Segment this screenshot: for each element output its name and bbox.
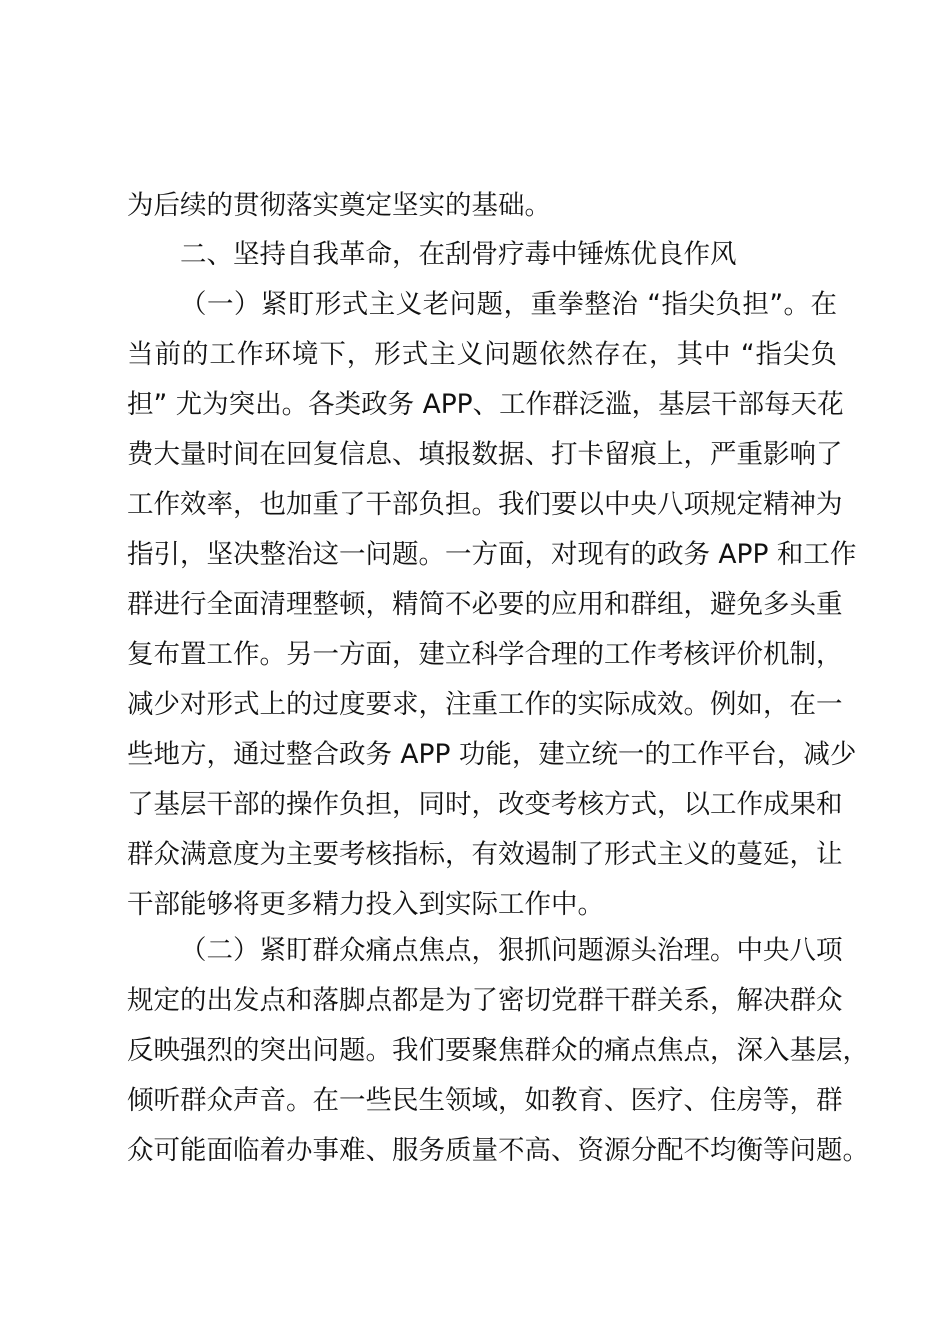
paragraph-line: 群众满意度为主要考核指标，有效遏制了形式主义的蔓延，让 xyxy=(127,839,843,870)
section-heading: 二、坚持自我革命，在刮骨疗毒中锤炼优良作风 xyxy=(180,239,737,270)
paragraph-line: 倾听群众声音。在一些民生领域，如教育、医疗、住房等，群 xyxy=(127,1085,843,1116)
paragraph-line: 指引，坚决整治这一问题。一方面，对现有的政务 APP 和工作 xyxy=(127,539,857,570)
subsection-heading-line: （一）紧盯形式主义老问题，重拳整治 “指尖负担”。在 xyxy=(180,289,837,320)
paragraph-line: 些地方，通过整合政务 APP 功能，建立统一的工作平台，减少 xyxy=(127,739,857,770)
paragraph-line: 众可能面临着办事难、服务质量不高、资源分配不均衡等问题。 xyxy=(127,1135,869,1166)
paragraph-line: 复布置工作。另一方面，建立科学合理的工作考核评价机制， xyxy=(127,639,843,670)
paragraph-line: 为后续的贯彻落实奠定坚实的基础。 xyxy=(127,190,551,221)
subsection-heading-line: （二）紧盯群众痛点焦点，狠抓问题源头治理。中央八项 xyxy=(180,935,843,966)
paragraph-line: 工作效率，也加重了干部负担。我们要以中央八项规定精神为 xyxy=(127,489,843,520)
paragraph-line: 当前的工作环境下，形式主义问题依然存在，其中 “指尖负 xyxy=(127,339,837,370)
paragraph-line: 群进行全面清理整顿，精简不必要的应用和群组，避免多头重 xyxy=(127,589,843,620)
paragraph-line: 费大量时间在回复信息、填报数据、打卡留痕上，严重影响了 xyxy=(127,439,843,470)
paragraph-line: 担” 尤为突出。各类政务 APP、工作群泛滥，基层干部每天花 xyxy=(127,389,844,420)
paragraph-line: 反映强烈的突出问题。我们要聚焦群众的痛点焦点，深入基层， xyxy=(127,1035,869,1066)
paragraph-line: 减少对形式上的过度要求，注重工作的实际成效。例如，在一 xyxy=(127,689,843,720)
paragraph-line: 规定的出发点和落脚点都是为了密切党群干群关系，解决群众 xyxy=(127,985,843,1016)
paragraph-line: 干部能够将更多精力投入到实际工作中。 xyxy=(127,889,604,920)
paragraph-line: 了基层干部的操作负担，同时，改变考核方式，以工作成果和 xyxy=(127,789,843,820)
